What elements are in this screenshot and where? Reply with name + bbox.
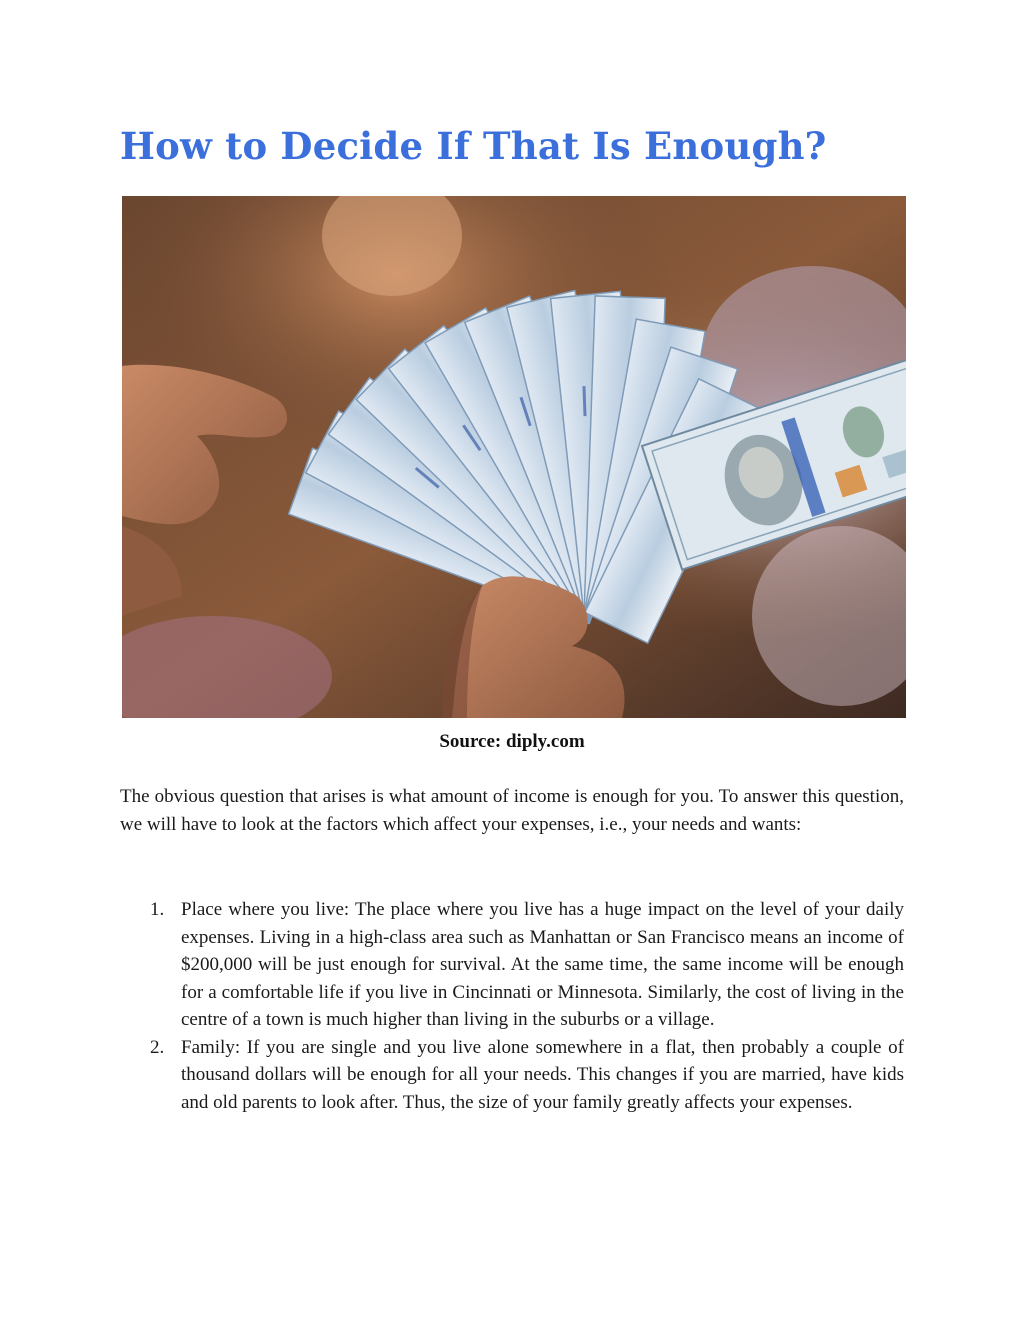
list-item-number: 2. [150,1036,165,1058]
list-item-number: 1. [150,899,165,920]
intro-paragraph: The obvious question that arises is what amount of income is enough for you. To answer this question, we will have to look at the factors which affect your expenses, i.e., your needs and wants: [120,786,904,835]
factors-list [120,896,904,1116]
list-item-text: Place where you live: The place where you live has a huge impact on the level of your daily expenses. Living in a high-class area such as Manhattan or San Francisco means an income of $200,000 will be just enough for survival. At the same time, the same income will be enough for a comfortable life if you live in Cincinnati or Minnesota. Similarly, the cost of living in the centre of a town is much higher than living in the suburbs or a village. [181,899,904,1030]
photo-illustration [122,196,906,718]
list-item-text: Family: If you are single and you live alone somewhere in a flat, then probably a couple of thousand dollars will be enough for all your needs. This changes if you are married, have kids and old parents to look after. Thus, the size of your family greatly affects your expenses. [181,1036,904,1113]
list-item [120,1034,904,1117]
money-fan-photo [122,196,906,718]
page-title: How to Decide If That Is Enough? [120,124,827,168]
image-caption: Source: diply.com [439,731,585,752]
list-item [120,896,904,1034]
